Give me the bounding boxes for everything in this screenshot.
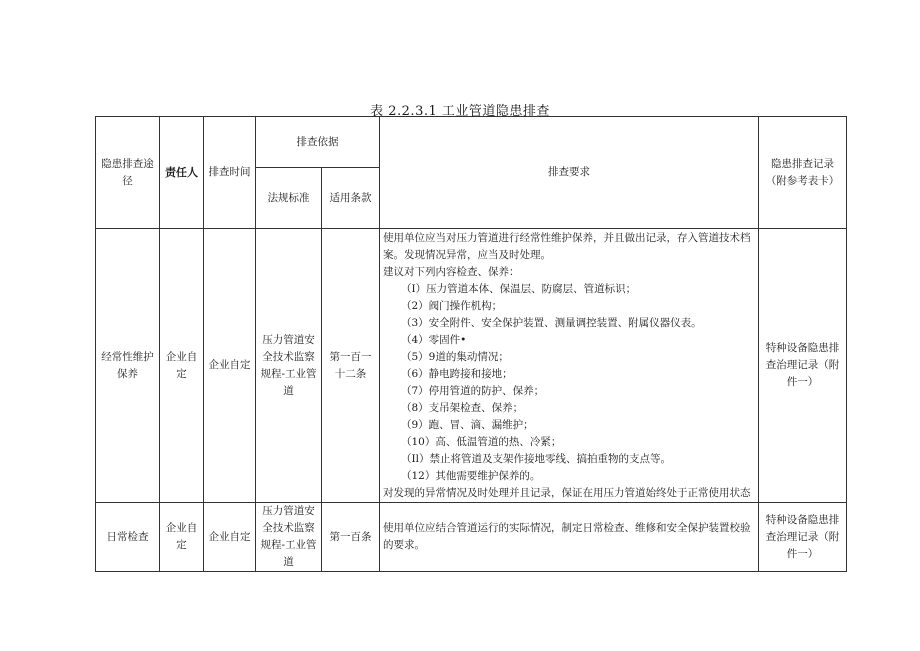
header-basis: 排查依据 [256, 117, 380, 168]
row-responsible: 企业自定 [160, 503, 204, 572]
requirement-item: （12）其他需要维护保养的。 [401, 470, 541, 482]
requirement-intro: 使用单位应当对压力管道进行经常性维护保养，并且做出记录，存入管道技术档案。发现情况异常，应当及时处理。 [383, 232, 751, 261]
row-clause: 第一百条 [322, 503, 380, 572]
requirement-item: （7）停用管道的防护、保养； [401, 385, 545, 397]
row-record: 特种设备隐患排查治理记录（附件一） [759, 503, 847, 572]
row-standard: 压力管道安全技术监察规程-工业管道 [256, 503, 322, 572]
header-requirement: 排查要求 [380, 117, 759, 229]
table-title: 表 2.2.3.1 工业管道隐患排查 [370, 104, 550, 119]
row-record: 特种设备隐患排查治理记录（附件一） [759, 229, 847, 503]
row-responsible: 企业自定 [160, 229, 204, 503]
row-time: 企业自定 [204, 229, 256, 503]
row-route: 日常检查 [96, 503, 160, 572]
row-clause: 第一百一十二条 [322, 229, 380, 503]
header-clause: 适用条款 [322, 168, 380, 229]
hazard-inspection-table [95, 116, 847, 572]
header-row-1 [96, 117, 847, 168]
requirement-item: （3）安全附件、安全保护装置、测量调控装置、附属仪器仪表。 [401, 317, 702, 329]
table-row [96, 229, 847, 503]
requirement-outro: 对发现的异常情况及时处理并且记录，保证在用压力管道始终处于正常使用状态 [383, 487, 751, 499]
table-row [96, 503, 847, 572]
row-requirement [380, 229, 759, 503]
header-time: 排查时间 [204, 117, 256, 229]
header-route: 隐患排查途径 [96, 117, 160, 229]
row-requirement: 使用单位应结合管道运行的实际情况，制定日常检查、维修和安全保护装置校验的要求。 [380, 503, 759, 572]
row-route: 经常性维护保养 [96, 229, 160, 503]
requirement-item: （5）9道的集动情况； [401, 351, 509, 363]
requirement-item: （8）支吊架检查、保养； [401, 402, 524, 414]
requirement-item: （I）压力管道本体、保温层、防腐层、管道标识； [401, 283, 637, 295]
requirement-item: （6）静电跨接和接地； [401, 368, 513, 380]
requirement-item: （9）跑、冒、滴、漏维护； [401, 419, 534, 431]
requirement-item: （2）阀门操作机构； [401, 300, 503, 312]
requirement-item: （4）零固件• [401, 334, 467, 346]
requirement-item: （Il）禁止将管道及支架作接地零线、搞拍重物的支点等。 [401, 453, 672, 465]
requirement-intro: 建议对下列内容检查、保养： [383, 266, 520, 278]
header-record: 隐患排查记录（附参考表卡） [759, 117, 847, 229]
row-time: 企业自定 [204, 503, 256, 572]
row-standard: 压力管道安全技术监察规程-工业管道 [256, 229, 322, 503]
header-standard: 法规标准 [256, 168, 322, 229]
header-responsible: 责任人 [160, 117, 204, 229]
requirement-item: （10）高、低温管道的热、冷紧； [401, 436, 562, 448]
